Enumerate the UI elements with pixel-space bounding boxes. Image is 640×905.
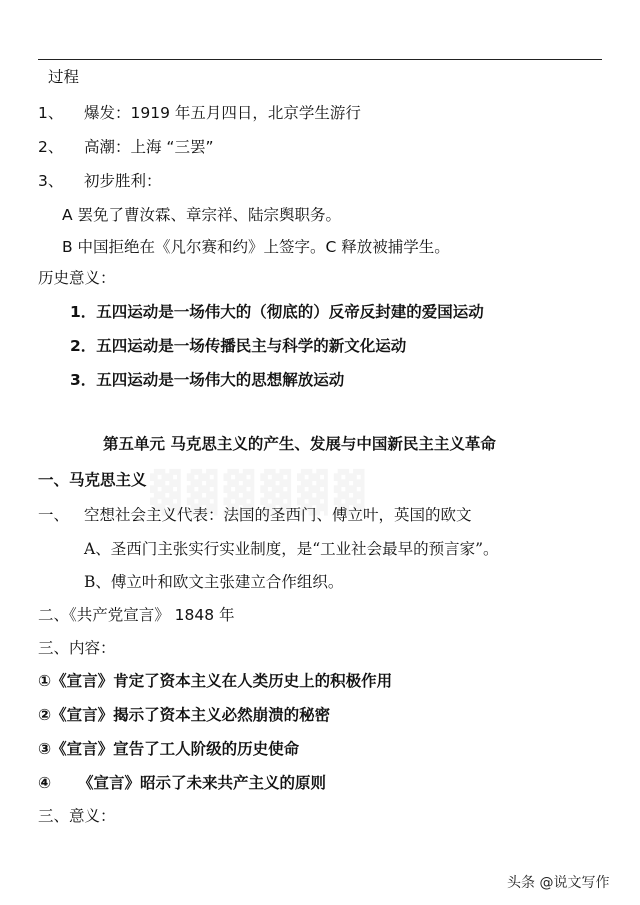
item-number: 2、: [38, 138, 64, 156]
content-heading: 三、内容：: [38, 639, 116, 657]
content-item-1: ①《宣言》肯定了资本主义在人类历史上的积极作用: [38, 672, 393, 690]
item-text: 空想社会主义代表：法国的圣西门、傅立叶，英国的欧文: [84, 506, 472, 524]
item-text: 爆发：1919 年五月四日，北京学生游行: [84, 104, 361, 122]
process-item-3: [38, 171, 162, 191]
item-number: ④: [38, 774, 52, 792]
content-item-2: ②《宣言》揭示了资本主义必然崩溃的秘密: [38, 706, 331, 724]
content-item-3: ③《宣言》宣告了工人阶级的历史使命: [38, 740, 300, 758]
item-text: 初步胜利：: [84, 172, 162, 190]
significance-item-3: 3．五四运动是一场伟大的思想解放运动: [70, 371, 345, 389]
utopian-item: [38, 505, 472, 525]
item-number: 1、: [38, 104, 64, 122]
process-subitem-bc: B 中国拒绝在《凡尔赛和约》上签字。C 释放被捕学生。: [62, 238, 450, 256]
unit-title: 第五单元 马克思主义的产生、发展与中国新民主主义革命: [103, 435, 496, 453]
process-item-1: [38, 103, 361, 123]
marxism-heading: 一、马克思主义: [38, 471, 147, 489]
significance-item-2: 2．五四运动是一场传播民主与科学的新文化运动: [70, 337, 407, 355]
item-number: 一、: [38, 506, 70, 524]
significance-heading: 历史意义：: [38, 269, 116, 287]
process-item-2: [38, 137, 214, 157]
significance-item-1: 1．五四运动是一场伟大的（彻底的）反帝反封建的爱国运动: [70, 303, 484, 321]
item-text: 《宣言》昭示了未来共产主义的原则: [78, 774, 327, 792]
top-divider: [38, 59, 602, 60]
content-item-4: [38, 773, 326, 793]
item-number: 3、: [38, 172, 64, 190]
source-attribution: 头条 @说文写作: [507, 875, 610, 891]
utopian-subitem-a: A、圣西门主张实行实业制度，是“工业社会最早的预言家”。: [84, 540, 499, 558]
utopian-subitem-b: B、傅立叶和欧文主张建立合作组织。: [84, 573, 344, 591]
process-heading: 过程: [48, 68, 80, 86]
process-subitem-a: A 罢免了曹汝霖、章宗祥、陆宗舆职务。: [62, 206, 342, 224]
manifesto-heading: 二、《共产党宣言》 1848 年: [38, 606, 235, 624]
item-text: 高潮：上海 “三罢”: [84, 138, 214, 156]
meaning-heading: 三、意义：: [38, 807, 116, 825]
